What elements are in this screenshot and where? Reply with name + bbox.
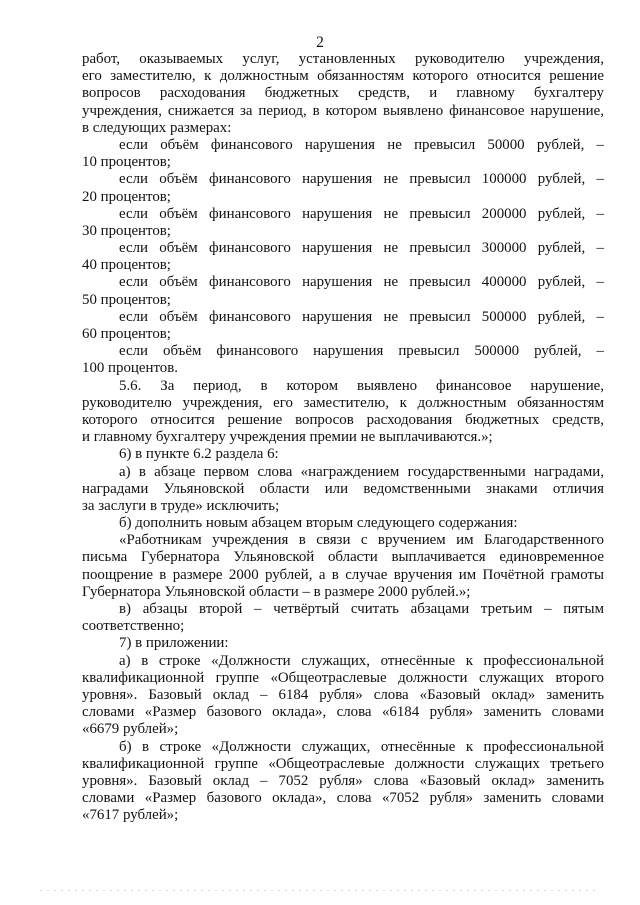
text-line: наградами Ульяновской области или ведомственными знаками отличия: [82, 480, 604, 497]
text-line: 7) в приложении:: [119, 635, 229, 652]
text-line: квалификационной группе «Общеотраслевые должности служащих третьего: [82, 755, 604, 772]
text-line: если объём финансового нарушения превысил 500000 рублей, –: [119, 343, 604, 360]
text-line: Губернатора Ульяновской области – в размере 2000 рублей.»;: [82, 583, 471, 600]
text-line: руководителю учреждения, его заместителю, к должностным обязанностям: [82, 394, 604, 411]
text-line: б) в строке «Должности служащих, отнесённые к профессиональной: [119, 738, 604, 755]
text-line: письма Губернатора Ульяновской области выплачивается единовременное: [82, 549, 604, 566]
text-line: 20 процентов;: [82, 188, 171, 205]
text-line: б) дополнить новым абзацем вторым следующего содержания:: [119, 515, 518, 532]
text-line: если объём финансового нарушения не превысил 50000 рублей, –: [119, 136, 604, 153]
text-line: вопросов расходования бюджетных средств, и главному бухгалтеру: [82, 85, 604, 102]
text-line: 5.6. За период, в котором выявлено финансовое нарушение,: [119, 377, 604, 394]
text-line: уровня». Базовый оклад – 7052 рубля» слова «Базовый оклад» заменить: [82, 772, 604, 789]
text-line: которого относится решение вопросов расходования бюджетных средств,: [82, 411, 604, 428]
text-line: 6) в пункте 6.2 раздела 6:: [119, 446, 279, 463]
text-line: словами «Размер базового оклада», слова «7052 рубля» заменить словами: [82, 790, 604, 807]
text-line: словами «Размер базового оклада», слова «6184 рубля» заменить словами: [82, 704, 604, 721]
text-line: если объём финансового нарушения не превысил 300000 рублей, –: [119, 240, 604, 257]
text-line: 40 процентов;: [82, 257, 171, 274]
text-line: и главному бухгалтеру учреждения премии не выплачиваются.»;: [82, 429, 493, 446]
text-line: а) в строке «Должности служащих, отнесённые к профессиональной: [119, 652, 604, 669]
text-line: 30 процентов;: [82, 222, 171, 239]
text-line: 100 процентов.: [82, 360, 178, 377]
text-line: если объём финансового нарушения не превысил 500000 рублей, –: [119, 308, 604, 325]
text-line: в следующих размерах:: [82, 119, 232, 136]
text-line: а) в абзаце первом слова «награждением государственными наградами,: [119, 463, 604, 480]
text-line: 10 процентов;: [82, 154, 171, 171]
text-line: «Работникам учреждения в связи с вручением им Благодарственного: [119, 532, 604, 549]
text-line: если объём финансового нарушения не превысил 400000 рублей, –: [119, 274, 604, 291]
text-line: если объём финансового нарушения не превысил 200000 рублей, –: [119, 205, 604, 222]
document-body: [82, 51, 604, 824]
text-line: квалификационной группе «Общеотраслевые должности служащих второго: [82, 669, 604, 686]
text-line: уровня». Базовый оклад – 6184 рубля» слова «Базовый оклад» заменить: [82, 686, 604, 703]
page-number: 2: [316, 34, 324, 51]
text-line: если объём финансового нарушения не превысил 100000 рублей, –: [119, 171, 604, 188]
text-line: соответственно;: [82, 618, 185, 635]
text-line: в) абзацы второй – четвёртый считать абзацами третьим – пятым: [119, 601, 604, 617]
text-line: 50 процентов;: [82, 291, 171, 308]
text-line: поощрение в размере 2000 рублей, а в случае вручения им Почётной грамоты: [82, 566, 604, 583]
text-line: 60 процентов;: [82, 326, 171, 342]
text-line: «6679 рублей»;: [82, 721, 179, 738]
text-line: за заслуги в труде» исключить;: [82, 497, 280, 514]
text-line: учреждения, снижается за период, в котором выявлено финансовое нарушение,: [82, 102, 604, 119]
text-line: работ, оказываемых услуг, установленных руководителю учреждения,: [82, 51, 604, 67]
text-line: «7617 рублей»;: [82, 807, 179, 824]
text-line: его заместителю, к должностным обязанностям которого относится решение: [82, 68, 604, 85]
scan-artifact-line: [40, 890, 600, 891]
